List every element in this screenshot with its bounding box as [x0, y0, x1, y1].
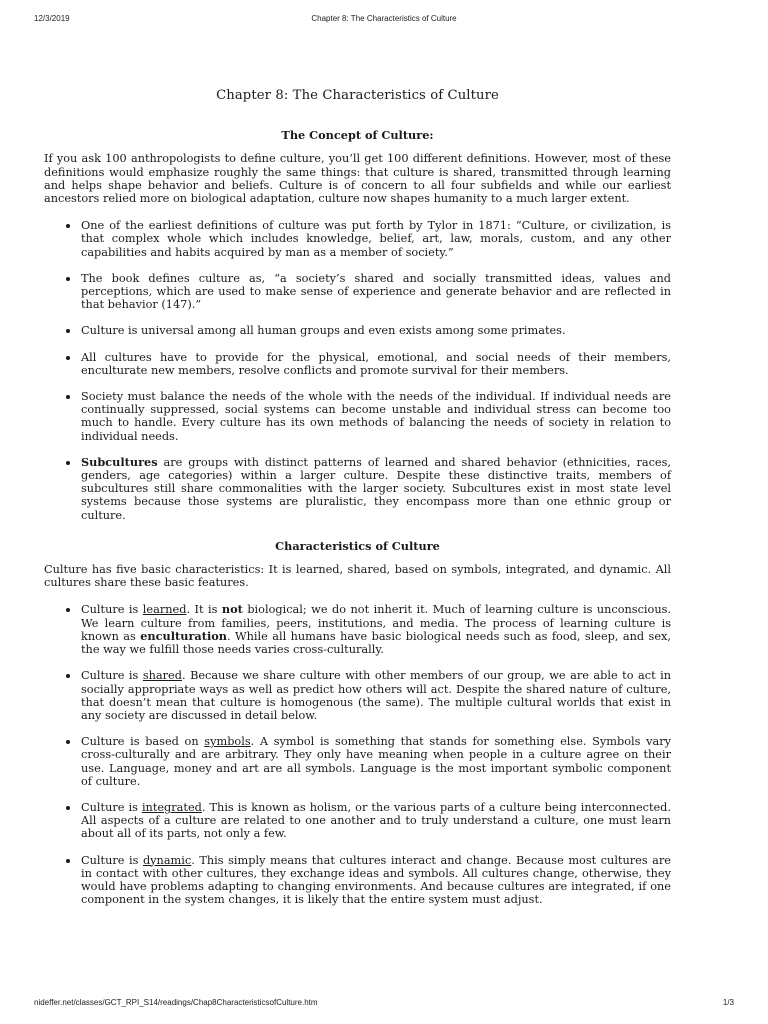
term-symbols: symbols	[204, 735, 251, 749]
list-item-integrated	[81, 801, 671, 841]
subcultures-text: are groups with distinct patterns of learned and shared behavior (ethnicities, races, genders, age categories) within a larger culture. Despite these distinctive traits, members of subcultures still share commonalities with the larger society. Subcultures exist in most state level systems because those systems are pluralistic, they encompass more than one ethnic group or culture.	[81, 455, 671, 522]
page-number: 1/3	[722, 998, 734, 1007]
list-item-symbols	[81, 735, 671, 788]
list-item-learned	[81, 603, 671, 656]
document-body	[44, 89, 671, 919]
list-item: The book defines culture as, “a society’s shared and socially transmitted ideas, values and perceptions, which are used to make sense of experience and generate behavior and are reflected in that behavior (147).”	[81, 271, 671, 312]
text-run: . While all humans have basic biological needs such as food, sleep, and sex, the way we fulfill those needs varies cross-culturally.	[81, 629, 671, 657]
text-run: . Because we share culture with other members of our group, we are able to act in socially appropriate ways as well as predict how others will act. Despite the shared nature of culture, that doesn’t mean that culture is homogenous (the same). The multiple cultural worlds that exist in any society are discussed in detail below.	[81, 669, 671, 722]
text-run: Culture is	[81, 853, 143, 867]
concept-heading: The Concept of Culture:	[281, 128, 434, 143]
text-run: . It is	[186, 603, 222, 617]
text-run: Culture is	[81, 669, 143, 683]
characteristics-heading: Characteristics of Culture	[275, 538, 440, 553]
subcultures-term: Subcultures	[81, 454, 158, 469]
text-run: Culture is based on	[81, 735, 205, 749]
list-item: All cultures have to provide for the physical, emotional, and social needs of their members, enculturate new members, resolve conflicts and promote survival for their members.	[81, 350, 671, 377]
source-url: nideffer.net/classes/GCT_RPI_S14/readings/Chap8CharacteristicsofCulture.htm	[34, 998, 318, 1007]
page-title: Chapter 8: The Characteristics of Culture	[216, 88, 499, 103]
concept-list	[44, 219, 671, 522]
list-item: Culture is universal among all human groups and even exists among some primates.	[81, 324, 671, 337]
text-run: . A symbol is something that stands for something else. Symbols vary cross-culturally and are arbitrary. They only have meaning when people in a culture agree on their use. Language, money and art are all symbols. Language is the most important symbolic component of culture.	[81, 735, 671, 788]
list-item-dynamic	[81, 854, 671, 907]
list-item: One of the earliest definitions of culture was put forth by Tylor in 1871: “Culture, or civilization, is that complex whole which includes knowledge, belief, art, law, morals, custom, and any other capabilities and habits acquired by man as a member of society.”	[81, 219, 671, 259]
characteristics-list	[44, 603, 671, 906]
print-title: Chapter 8: The Characteristics of Culture	[311, 14, 457, 23]
term-dynamic: dynamic	[142, 853, 192, 867]
text-run: Culture is	[81, 603, 143, 617]
text-run: Culture is	[81, 800, 142, 814]
term-enculturation: enculturation	[140, 628, 227, 643]
emphasis-not: not	[221, 602, 243, 617]
list-item: Society must balance the needs of the whole with the needs of the individual. If individual needs are continually suppressed, social systems can become unstable and individual stress can become too much to handle. Every culture has its own methods of balancing the needs of society in relation to individual needs.	[81, 390, 671, 443]
list-item-subcultures	[81, 456, 671, 522]
term-learned: learned	[142, 603, 187, 617]
text-run: . This is known as holism, or the various parts of a culture being interconnected. All aspects of a culture are related to one another and to truly understand a culture, one must learn about all of its parts, not only a few.	[81, 800, 671, 841]
term-shared: shared	[142, 669, 182, 683]
text-run: biological; we do not inherit it. Much of learning culture is unconscious. We learn culture from families, peers, institutions, and media. The process of learning culture is known as	[81, 603, 672, 643]
text-run: . This simply means that cultures interact and change. Because most cultures are in contact with other cultures, they exchange ideas and symbols. All cultures change, otherwise, they would have problems adapting to changing environments. And because cultures are integrated, if one component in the system changes, it is likely that the entire system must adjust.	[81, 853, 671, 907]
list-item-shared	[81, 669, 671, 722]
term-integrated: integrated	[141, 800, 202, 814]
characteristics-intro: Culture has five basic characteristics: It is learned, shared, based on symbols, integrated, and dynamic. All cultures share these basic features.	[44, 563, 671, 590]
print-date: 12/3/2019	[34, 14, 70, 23]
concept-intro: If you ask 100 anthropologists to define culture, you’ll get 100 different definitions. However, most of these definitions would emphasize roughly the same things: that culture is shared, transmitted through learning and helps shape behavior and beliefs. Culture is of concern to all four subfields and while our earliest ancestors relied more on biological adaptation, culture now shapes humanity to a much larger extent.	[44, 152, 671, 206]
